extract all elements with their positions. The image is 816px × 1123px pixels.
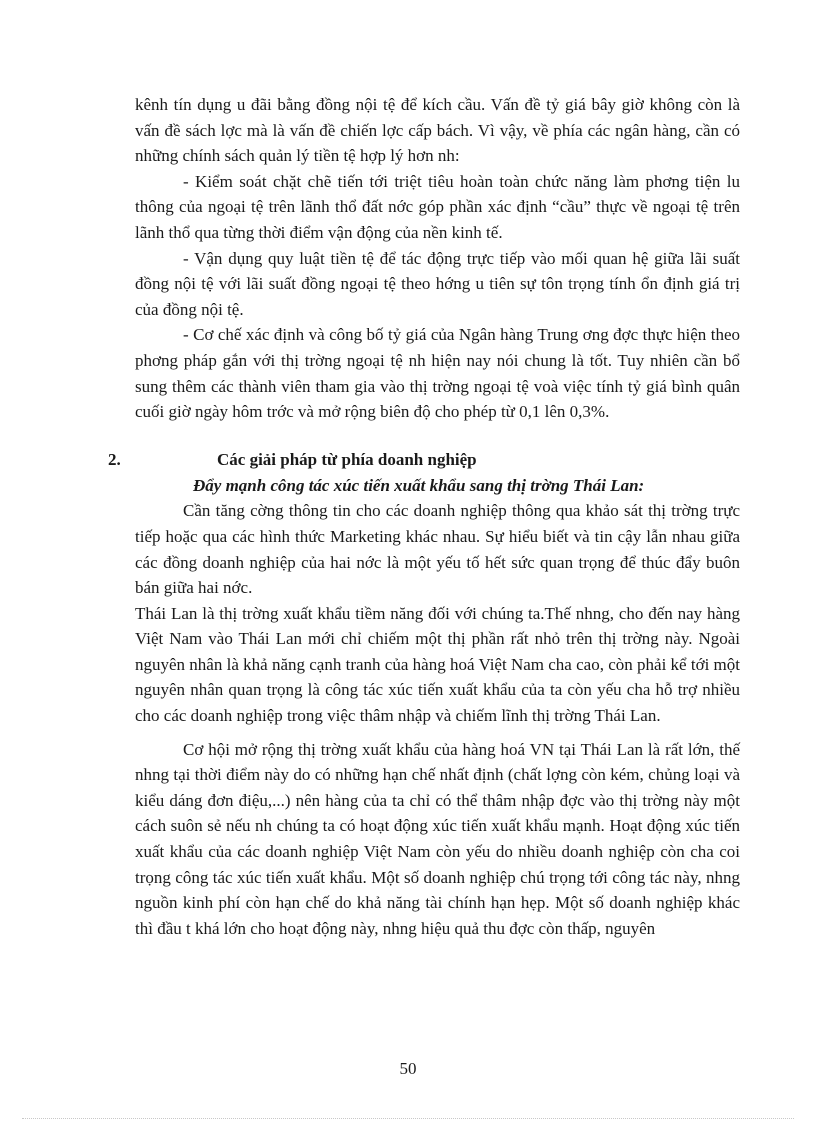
footer-divider	[22, 1118, 794, 1119]
document-body	[108, 92, 740, 941]
paragraph: Thái Lan là thị trờng xuất khẩu tiềm năng đối với chúng ta.Thế nhng, cho đến nay hàng Việt Nam vào Thái Lan mới chỉ chiếm một thị phần rất nhỏ trên thị trờng này. Ngoài nguyên nhân là khả năng cạnh tranh của hàng hoá Việt Nam cha cao, còn phải kể tới một nguyên nhân quan trọng là công tác xúc tiến xuất khẩu của ta còn yếu cha hỗ trợ nhiều cho các doanh nghiệp trong việc thâm nhập và chiếm lĩnh thị trờng Thái Lan.	[135, 603, 740, 726]
section-heading	[108, 447, 740, 473]
page-number: 50	[399, 1059, 417, 1078]
paragraph: kênh tín dụng u đãi bằng đồng nội tệ để kích cầu. Vấn đề tỷ giá bây giờ không còn là vấn đề sách lợc mà là vấn đề chiến lợc cấp bách. Vì vậy, về phía các ngân hàng, cần có những chính sách quản lý tiền tệ hợp lý hơn nh:	[135, 95, 740, 166]
section-number: 2.	[108, 449, 121, 469]
paragraph-bullet: - Cơ chế xác định và công bố tỷ giá của Ngân hàng Trung ơng đợc thực hiện theo phơng pháp gắn với thị trờng ngoại tệ nh hiện nay nói chung là tốt. Tuy nhiên cần bổ sung thêm các thành viên tham gia vào thị trờng ngoại tệ voà việc tính tỷ giá bình quân cuối giờ ngày hôm trớc và mở rộng biên độ cho phép từ 0,1 lên 0,3%.	[135, 325, 740, 422]
section-subtitle: Đẩy mạnh công tác xúc tiến xuất khẩu sang thị trờng Thái Lan:	[193, 475, 645, 495]
paragraph-bullet: - Kiểm soát chặt chẽ tiến tới triệt tiêu hoàn toàn chức năng làm phơng tiện lu thông của ngoại tệ trên lãnh thổ đất nớc góp phần xác định “cầu” thực về ngoại tệ trên lãnh thổ qua từng thời điểm vận động của nền kinh tế.	[135, 171, 740, 242]
paragraph-bullet: - Vận dụng quy luật tiền tệ để tác động trực tiếp vào mối quan hệ giữa lãi suất đồng nội tệ với lãi suất đồng ngoại tệ theo hớng u tiên sự tôn trọng tính ổn định giá trị của đồng nội tệ.	[135, 248, 740, 319]
paragraph: Cần tăng cờng thông tin cho các doanh nghiệp thông qua khảo sát thị trờng trực tiếp hoặc qua các hình thức Marketing khác nhau. Sự hiểu biết và tin cậy lẫn nhau giữa các đồng doanh nghiệp của hai nớc là một yếu tố hết sức quan trọng để thúc đẩy buôn bán giữa hai nớc.	[135, 501, 740, 598]
paragraph: Cơ hội mở rộng thị trờng xuất khẩu của hàng hoá VN tại Thái Lan là rất lớn, thế nhng tại thời điểm này do có những hạn chế nhất định (chất lợng còn kém, chủng loại và kiểu dáng đơn điệu,...) nên hàng của ta chỉ có thể thâm nhập đợc vào thị trờng này một cách suôn sẻ nếu nh chúng ta có hoạt động xúc tiến xuất khẩu mạnh. Hoạt động xúc tiến xuất khẩu của các doanh nghiệp Việt Nam còn yếu do nhiều doanh nghiệp còn cha coi trọng công tác xúc tiến xuất khẩu. Một số doanh nghiệp chú trọng tới công tác này, nhng nguồn kinh phí còn hạn chế do khả năng tài chính hạn hẹp. Một số doanh nghiệp khác thì đầu t khá lớn cho hoạt động này, nhng hiệu quả thu đợc còn thấp, nguyên	[135, 739, 740, 938]
section-title: Các giải pháp từ phía doanh nghiệp	[217, 449, 477, 469]
